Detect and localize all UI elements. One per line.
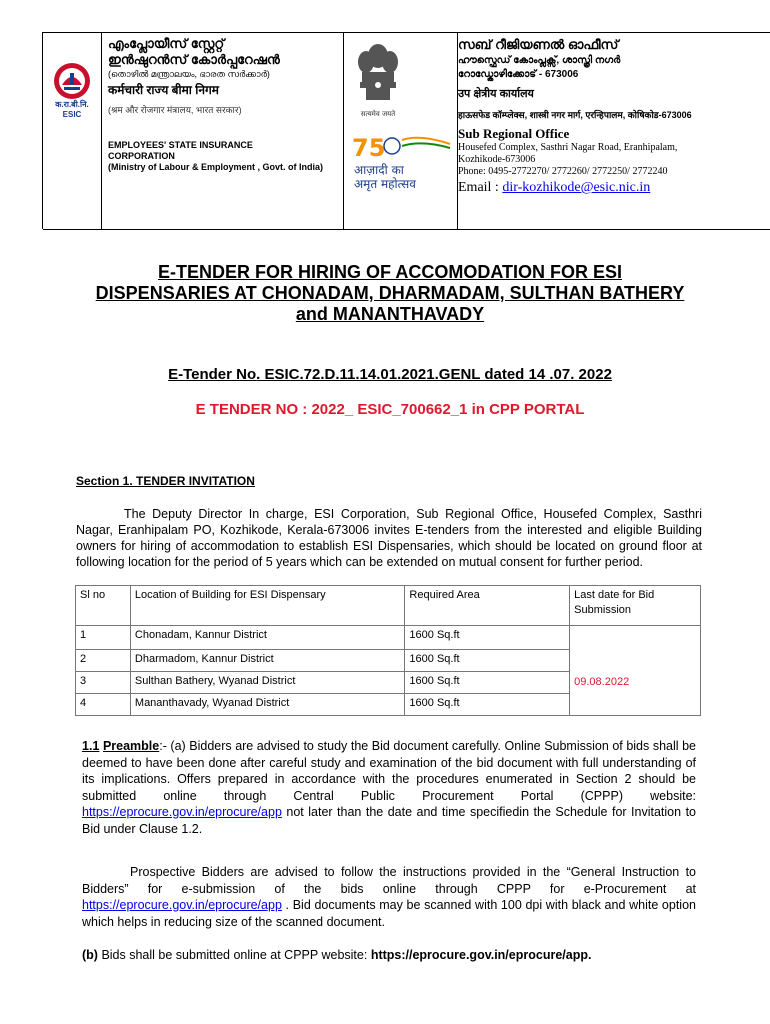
email-label: Email : [458, 180, 503, 195]
invitation-paragraph: The Deputy Director In charge, ESI Corporation, Sub Regional Office, Housefed Complex, Sasthri Nagar, Eranhipalam PO, Kozhikode, Kerala-673006 invites E-tenders from the interested and eligible Building owners for hiring of accommodation to establish ESI Dispensaries, which should be located on ground floor at following location for the period of 5 years which can be extended on mutual consent for further period. [76, 507, 702, 569]
point-b-text: Bids shall be submitted online at CPPP website: [97, 948, 371, 962]
email-link[interactable]: dir-kozhikode@esic.nic.in [502, 180, 651, 195]
azadi-number: 75 [352, 134, 386, 162]
org-name-english-1: EMPLOYEES' STATE INSURANCE [108, 140, 253, 150]
locations-table [75, 585, 701, 716]
prospective-text-1: Prospective Bidders are advised to follow the instructions provided in the “General Instruction to Bidders” for e-submission of the bids online through CPPP for e-Procurement at [82, 865, 696, 896]
tender-number-label: E-Tender No [168, 366, 257, 383]
table-cell [570, 626, 701, 650]
prospective-text-2: . Bid documents may be scanned with 100 dpi with black and white option which helps in reducing size of the scanned document. [82, 898, 696, 929]
point-b-label: (b) [82, 948, 98, 962]
esic-logo-abbr [46, 100, 98, 120]
cppp-link[interactable]: https://eprocure.gov.in/eprocure/app [82, 805, 282, 819]
azadi-ka-amrit-mahotsav-logo [350, 130, 456, 192]
preamble-text-2: not later than the date and time specifiedin the Schedule for Invitation to Bid under Clause 1.2. [82, 805, 696, 836]
national-emblem-icon [352, 36, 404, 122]
divider [43, 229, 770, 230]
org-name-malayalam-2: ഇൻഷുറൻസ് കോർപ്പറേഷൻ [108, 52, 280, 67]
address-hindi: हाऊसफेड कॉम्प्लेक्स, शास्त्री नगर मार्ग, एरन्हिपालम, कोषिकोड-673006 [458, 110, 692, 120]
ministry-malayalam: (തൊഴിൽ മന്ത്രാലയം, ഭാരത സർക്കാർ) [108, 69, 270, 79]
esic-logo-icon [48, 44, 96, 134]
table-cell: 2 [76, 650, 131, 672]
prospective-bidders-paragraph [82, 864, 696, 930]
table-header-cell: Sl no [76, 586, 131, 626]
ministry-hindi: (श्रम और रोजगार मंत्रालय, भारत सरकार) [108, 105, 242, 115]
table-cell: Sulthan Bathery, Wyanad District [130, 672, 405, 694]
preamble-number: 1.1 [82, 739, 100, 753]
preamble-label: Preamble [102, 739, 160, 753]
table-header-row [76, 586, 701, 626]
document-title: E-TENDER FOR HIRING OF ACCOMODATION FOR ESI DISPENSARIES AT CHONADAM, DHARMADAM, SULTHAN BATHERY and MANANTHAVADY [95, 262, 685, 324]
preamble-paragraph [82, 738, 696, 837]
ministry-english: (Ministry of Labour & Employment , Govt. of India) [108, 162, 324, 172]
org-name-hindi: कर्मचारी राज्य बीमा निगम [108, 83, 219, 97]
address-english-1: Housefed Complex, Sasthri Nagar Road, Eranhipalam, [458, 142, 678, 153]
address-malayalam-2: റോഡ്കോഴിക്കോട് - 673006 [458, 69, 579, 80]
divider [101, 33, 102, 229]
azadi-text-2: अमृत महोत्सव [354, 177, 416, 191]
table-cell: 1600 Sq.ft [405, 694, 570, 716]
cpp-portal-tender-number: E TENDER NO : 2022_ ESIC_700662_1 in CPP PORTAL [195, 401, 585, 418]
divider [343, 33, 344, 229]
table-header-cell: Location of Building for ESI Dispensary [130, 586, 405, 626]
logo-abbr-english: ESIC [62, 110, 82, 119]
table-cell: Chonadam, Kannur District [130, 626, 405, 650]
table-cell: 3 [76, 672, 131, 694]
point-b-paragraph [82, 947, 696, 963]
table-header-cell: Required Area [405, 586, 570, 626]
office-name-english: Sub Regional Office [458, 126, 570, 141]
tender-number-value: . ESIC.72.D.11.14.01.2021.GENL dated 14 .07. 2022 [256, 366, 612, 383]
tender-number [60, 366, 720, 383]
table-row [76, 626, 701, 650]
table-cell: 1600 Sq.ft [405, 650, 570, 672]
address-malayalam-1: ഹൗസ്ഫെഡ് കോംപ്ലക്സ്, ശാസ്ത്രി നഗർ [458, 55, 621, 66]
emblem-motto: सत्यमेव जयते [360, 110, 396, 118]
last-date-cell: 09.08.2022 [570, 650, 701, 716]
table-cell: 1 [76, 626, 131, 650]
org-name-english-block [108, 140, 338, 173]
table-cell: Mananthavady, Wyanad District [130, 694, 405, 716]
org-name-malayalam-1: എംപ്ലോയീസ് സ്റ്റേറ്റ് [108, 36, 225, 51]
address-english-2: Kozhikode-673006 [458, 154, 536, 165]
table-cell: 1600 Sq.ft [405, 626, 570, 650]
letterhead-right [458, 36, 770, 196]
org-name-english-2: CORPORATION [108, 151, 175, 161]
section-heading: Section 1. TENDER INVITATION [76, 474, 255, 488]
eprocure-link[interactable]: https://eprocure.gov.in/eprocure/app [82, 898, 282, 912]
table-row [76, 650, 701, 672]
email-line [458, 180, 770, 196]
preamble-text-1: :- (a) Bidders are advised to study the Bid document carefully. Online Submission of bids shall be deemed to have been done after careful study and examination of the bid document with full understanding of its implications. Offers prepared in accordance with the procedures enumerated in Section 2 should be submitted online through Central Public Procurement Portal (CPPP) website: [82, 739, 696, 803]
office-name-hindi: उप क्षेत्रीय कार्यालय [458, 88, 534, 100]
table-cell: Dharmadom, Kannur District [130, 650, 405, 672]
table-cell: 1600 Sq.ft [405, 672, 570, 694]
table-header-cell: Last date for Bid Submission [570, 586, 701, 626]
letterhead-left [108, 36, 343, 116]
office-name-malayalam: സബ് റീജിയണൽ ഓഫീസ് [458, 37, 619, 52]
table-cell: 4 [76, 694, 131, 716]
phone-numbers: Phone: 0495-2772270/ 2772260/ 2772250/ 2772240 [458, 166, 668, 177]
point-b-link[interactable]: https://eprocure.gov.in/eprocure/app. [370, 948, 592, 962]
logo-abbr-hindi: क.रा.बी.नि. [55, 100, 89, 109]
azadi-text-1: आज़ादी का [354, 163, 404, 177]
